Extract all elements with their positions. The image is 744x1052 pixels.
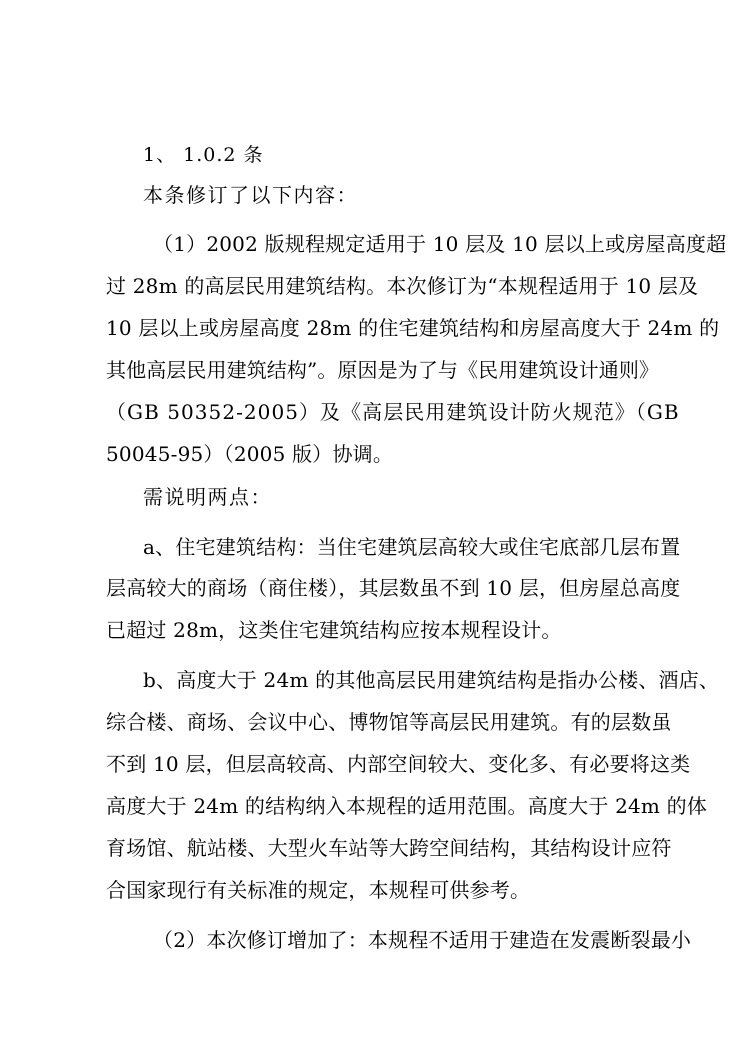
- point-a-line: 已超过 28m，这类住宅建筑结构应按本规程设计。: [106, 618, 562, 642]
- paragraph-1-line: 其他高层民用建筑结构”。原因是为了与《民用建筑设计通则》: [106, 358, 660, 382]
- paragraph-1-line: （1）2002 版规程规定适用于 10 层及 10 层以上或房屋高度超: [153, 232, 727, 256]
- point-a-line: 层高较大的商场（商住楼），其层数虽不到 10 层，但房屋总高度: [106, 576, 681, 600]
- section-intro: 本条修订了以下内容：: [143, 183, 358, 207]
- paragraph-1-line: （GB 50352-2005）及《高层民用建筑设计防火规范》（GB: [106, 400, 680, 424]
- point-b-line: b、高度大于 24m 的其他高层民用建筑结构是指办公楼、酒店、: [143, 668, 720, 692]
- point-b-line: 不到 10 层，但层高较高、内部空间较大、变化多、有必要将这类: [106, 752, 691, 776]
- paragraph-1-line: 50045-95）（2005 版）协调。: [106, 442, 394, 466]
- point-a-line: a、住宅建筑结构：当住宅建筑层高较大或住宅底部几层布置: [143, 535, 681, 559]
- point-b-line: 综合楼、商场、会议中心、博物馆等高层民用建筑。有的层数虽: [106, 710, 672, 734]
- point-b-line: 高度大于 24m 的结构纳入本规程的适用范围。高度大于 24m 的体: [106, 794, 708, 818]
- paragraph-1-line: 过 28m 的高层民用建筑结构。本次修订为“本规程适用于 10 层及: [106, 274, 699, 298]
- paragraph-2-line: （2）本次修订增加了：本规程不适用于建造在发震断裂最小: [153, 928, 692, 952]
- notes-intro: 需说明两点：: [143, 485, 272, 509]
- paragraph-1-line: 10 层以上或房屋高度 28m 的住宅建筑结构和房屋高度大于 24m 的: [106, 316, 720, 340]
- section-heading: 1、 1.0.2 条: [143, 144, 264, 166]
- point-b-line: 合国家现行有关标准的规定，本规程可供参考。: [106, 878, 531, 902]
- point-b-line: 育场馆、航站楼、大型火车站等大跨空间结构，其结构设计应符: [106, 836, 672, 860]
